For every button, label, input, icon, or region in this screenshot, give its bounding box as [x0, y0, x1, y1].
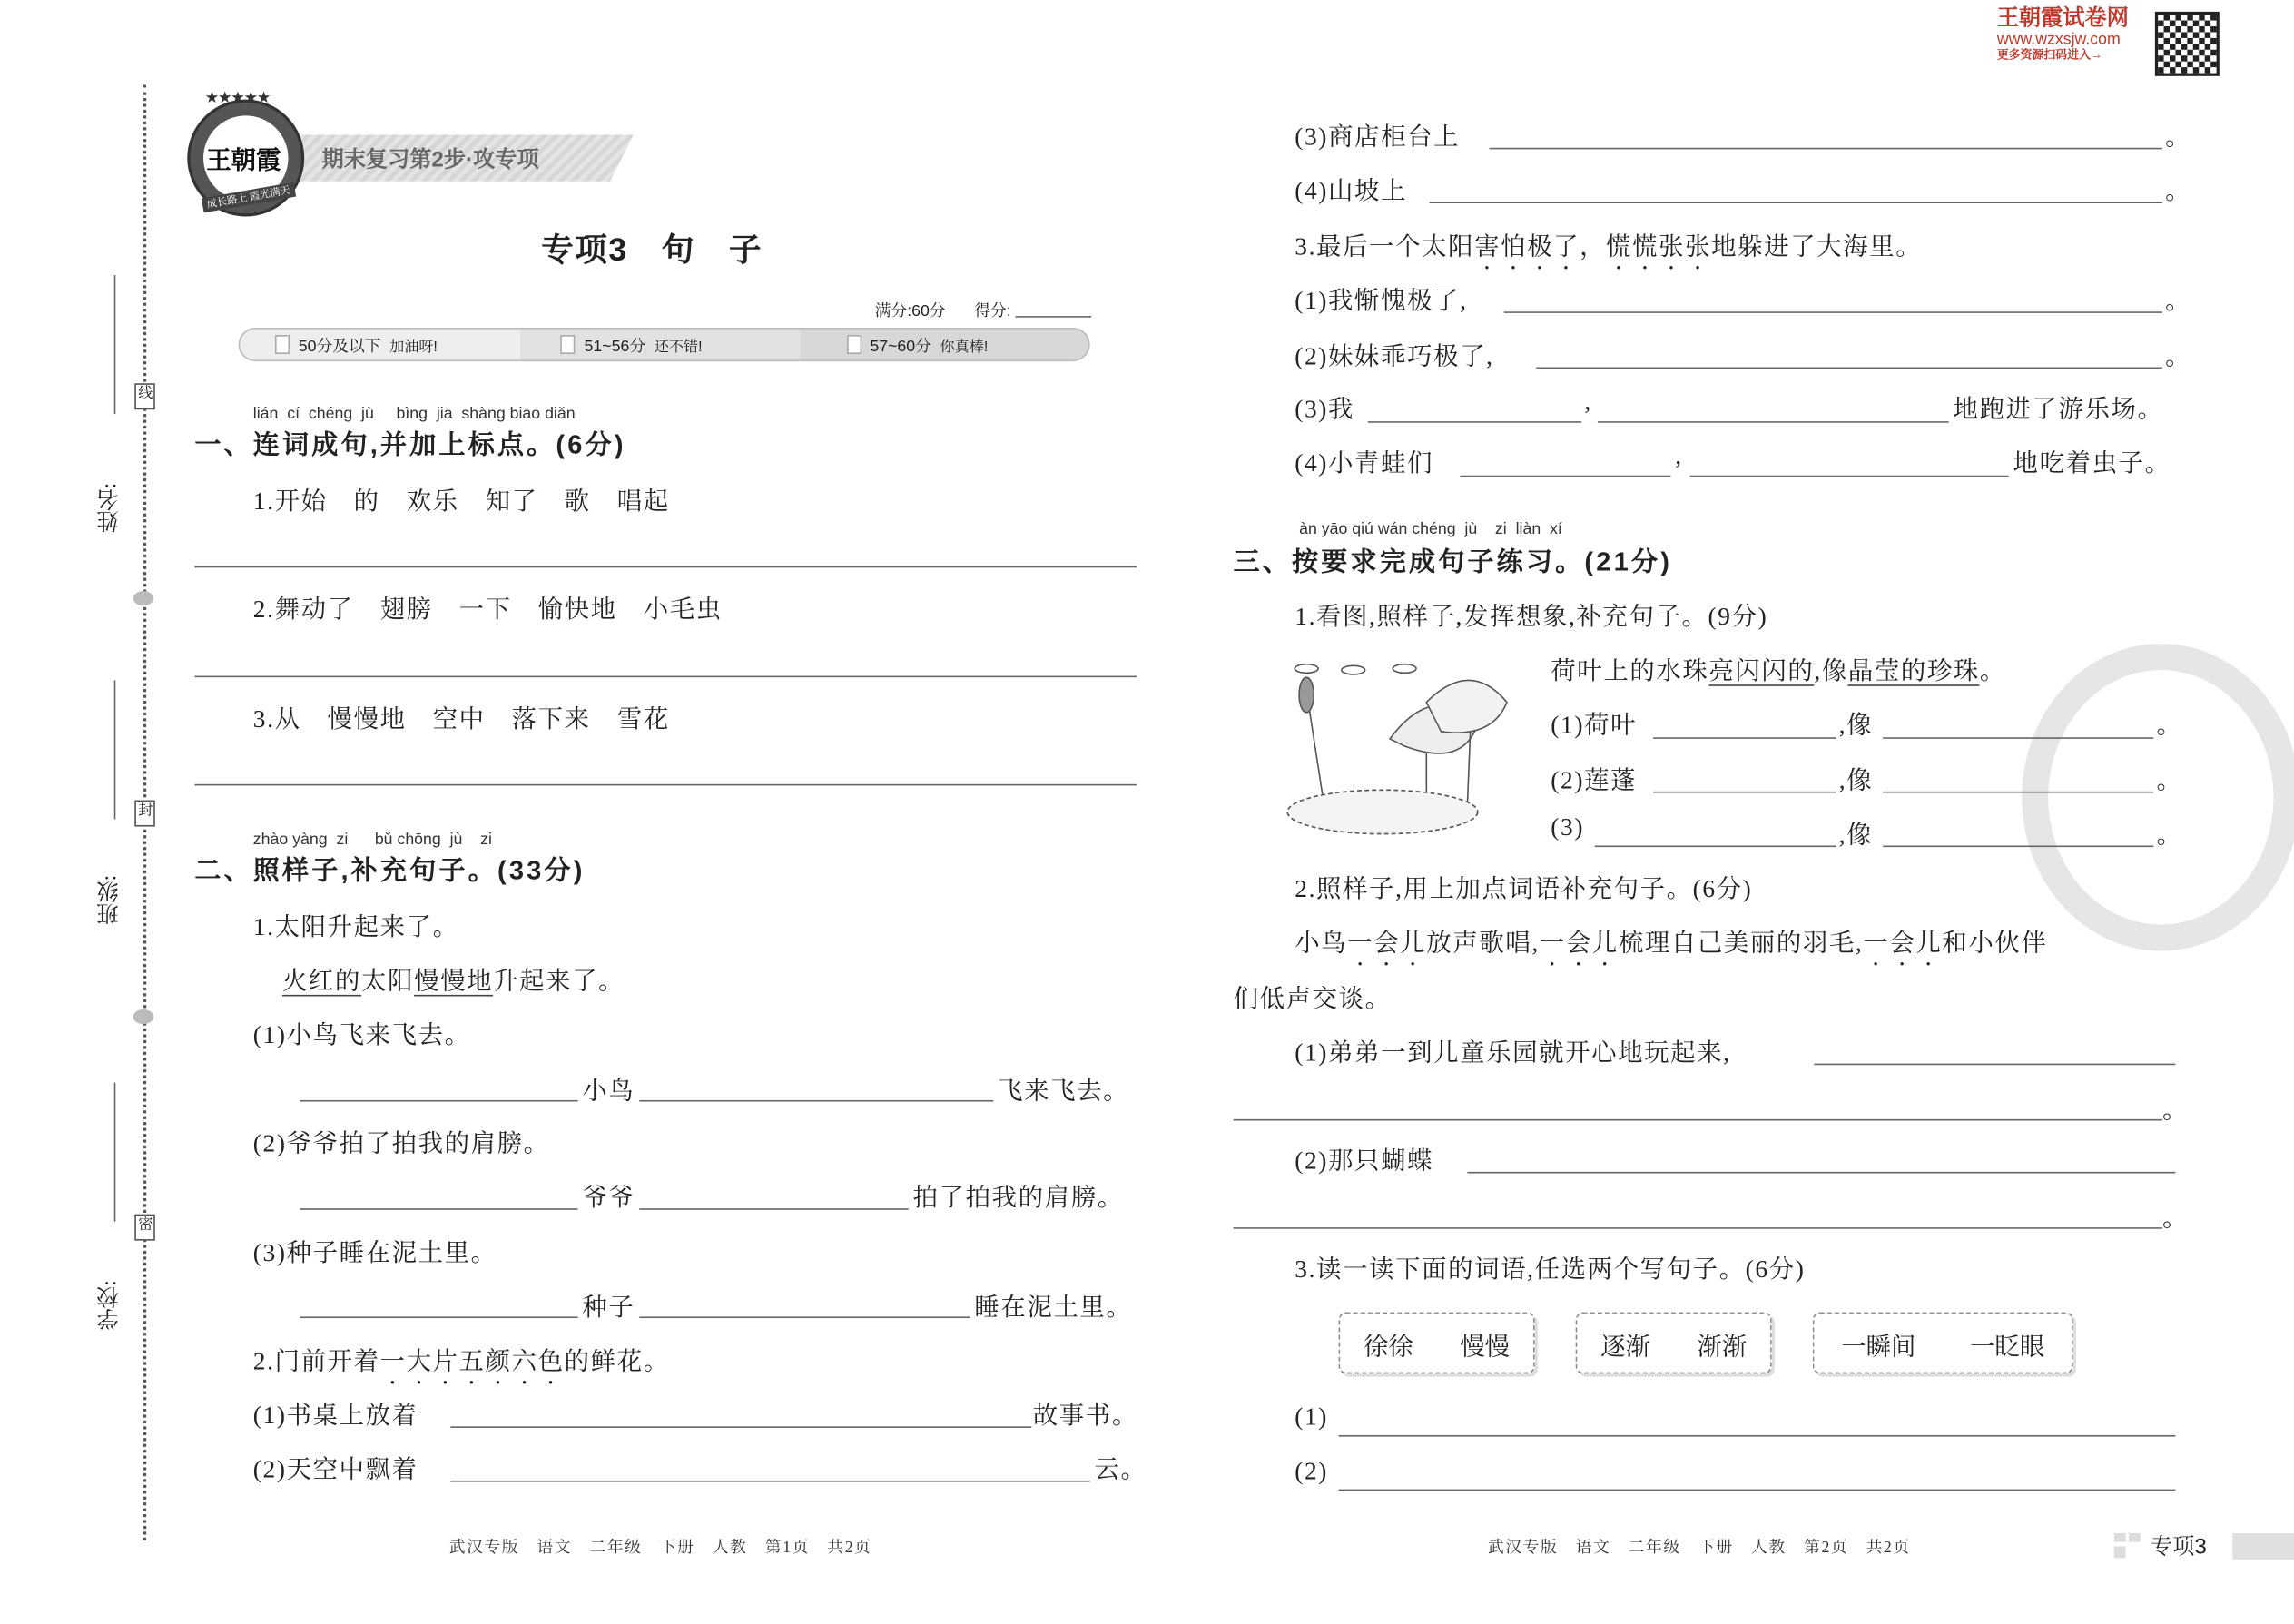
example-paragraph-cont: 们低声交谈。 [1233, 984, 1392, 1013]
score-range-1 [240, 330, 517, 360]
word: 爷爷 [582, 1183, 635, 1212]
dotted-phrase: 一大片五颜六色 [379, 1347, 565, 1375]
example-paragraph [1295, 921, 2047, 971]
question: 1.看图,照样子,发挥想象,补充句子。(9分) [1295, 602, 1768, 631]
text: 和小伙伴 [1942, 929, 2048, 957]
word: 一眨眼 [1970, 1332, 2045, 1360]
answer-blank[interactable] [1490, 148, 2162, 150]
text: 地躲进了大海里。 [1711, 232, 1923, 261]
answer-blank[interactable] [450, 1481, 1089, 1482]
word: 飞来飞去。 [998, 1077, 1130, 1105]
word: 。 [2165, 342, 2192, 370]
decor-icon [2114, 1546, 2126, 1558]
answer-line[interactable] [1339, 1490, 2176, 1491]
answer-line[interactable] [1339, 1435, 2176, 1437]
question: 3.从 慢慢地 空中 落下来 雪花 [252, 704, 670, 733]
decor-icon [2114, 1533, 2126, 1542]
site-hint: 更多资源扫码进入→ [1996, 48, 2102, 62]
footer-right: 武汉专版 语文 二年级 下册 人教 第2页 共2页 [1487, 1539, 1911, 1557]
answer-blank[interactable] [1653, 737, 1836, 739]
answer-blank[interactable] [300, 1316, 577, 1318]
text: 2.门前开着 [252, 1347, 380, 1375]
answer-blank[interactable] [1814, 1064, 2175, 1066]
range-label: 57~60分 [870, 337, 931, 355]
answer-blank[interactable] [1430, 202, 2162, 203]
watermark-seal [2022, 644, 2294, 950]
dotted-word: 一会儿 [1539, 929, 1619, 957]
question: 1.开始 的 欢乐 知了 歌 唱起 [252, 487, 670, 516]
question [1295, 225, 1922, 275]
comment-label: 你真棒! [940, 339, 989, 356]
answer-blank[interactable] [1883, 737, 2153, 739]
word: 小鸟 [582, 1077, 635, 1105]
text: 。 [2161, 1096, 2189, 1124]
full-score: 满分:60分 [874, 302, 946, 320]
text: 的鲜花。 [564, 1347, 670, 1375]
banner-text: 期末复习第2步·攻专项 [321, 147, 539, 173]
answer-label: (2) [1295, 1457, 1329, 1485]
text: ， [1580, 232, 1607, 261]
question: (3)种子睡在泥土里。 [252, 1239, 497, 1267]
stars-icon: ★★★★★ [204, 89, 271, 107]
question: (2)莲蓬 [1551, 766, 1638, 795]
seal-mark: 密 [134, 1215, 155, 1241]
question: (3)我 [1295, 395, 1355, 423]
decor-icon [133, 591, 154, 605]
text: 小鸟 [1295, 929, 1348, 957]
text: 荷叶上的水珠 [1551, 656, 1709, 685]
answer-line[interactable] [1234, 1227, 2162, 1229]
class-field[interactable] [114, 680, 116, 819]
comment-label: 还不错! [654, 339, 703, 356]
answer-blank[interactable] [300, 1100, 577, 1102]
answer-line[interactable] [194, 566, 1137, 568]
decor-icon [133, 1009, 154, 1024]
question: (1)我惭愧极了, [1295, 286, 1468, 315]
school-field[interactable] [114, 1083, 116, 1222]
qr-code-icon[interactable] [2155, 12, 2220, 76]
word: 故事书。 [1032, 1401, 1138, 1430]
pinyin: lián cí chéng jù bìng jiā shàng biāo diǎn [252, 405, 576, 423]
answer-blank[interactable] [1689, 476, 2008, 477]
section-heading: 二、照样子,补充句子。(33分) [194, 855, 586, 886]
text: ,像 [1838, 766, 1874, 795]
question: (3) [1551, 813, 1585, 842]
text: 。 [2156, 821, 2183, 849]
answer-blank[interactable] [1368, 421, 1581, 423]
answer-line[interactable] [194, 784, 1137, 786]
word: 一瞬间 [1841, 1332, 1916, 1360]
underlined-word: 亮闪闪的 [1708, 656, 1815, 685]
word: 升起来了。 [493, 967, 625, 995]
question: 2.舞动了 翅膀 一下 愉快地 小毛虫 [252, 595, 723, 624]
section-tab: 专项3 [2151, 1534, 2207, 1560]
text: 梳理自己美丽的羽毛, [1618, 929, 1864, 957]
question: (1)书桌上放着 [252, 1401, 418, 1430]
site-name: 王朝霞试卷网 [1996, 5, 2129, 31]
section-tab-bar [2232, 1533, 2294, 1560]
class-label: 班级: [97, 874, 122, 925]
answer-blank[interactable] [639, 1316, 970, 1318]
word: 渐渐 [1697, 1332, 1748, 1360]
text: ,像 [1838, 711, 1874, 739]
text: ,像 [1814, 656, 1848, 685]
question: (2)爷爷拍了拍我的肩膀。 [252, 1129, 550, 1157]
word: 徐徐 [1364, 1332, 1413, 1360]
section-heading: 一、连词成句,并加上标点。(6分) [194, 429, 626, 460]
seal-mark: 线 [134, 383, 155, 409]
answer-blank[interactable] [450, 1426, 1031, 1428]
word: 地吃着虫子。 [2013, 448, 2171, 477]
underlined-word: 慢慢地 [414, 967, 494, 995]
range-label: 50分及以下 [298, 337, 381, 355]
question: (2)那只蝴蝶 [1295, 1147, 1434, 1176]
word: 云。 [1094, 1455, 1147, 1484]
word: 种子 [582, 1293, 635, 1322]
site-url[interactable]: www.wzxsjw.com [1996, 30, 2121, 49]
question: 1.太阳升起来了。 [252, 912, 459, 941]
answer-blank[interactable] [1467, 1172, 2175, 1174]
word: 太阳 [361, 967, 415, 995]
logo-motto: 成长路上 霞光满天 [202, 182, 296, 213]
name-field[interactable] [114, 275, 116, 414]
page-title: 专项3 句 子 [541, 231, 763, 268]
word: 。 [2165, 177, 2192, 205]
pinyin: àn yāo qiú wán chéng jù zi liàn xí [1299, 520, 1562, 539]
text: 。 [1979, 656, 2006, 685]
text: 3.最后一个太阳 [1295, 232, 1475, 261]
word: 地跑进了游乐场。 [1953, 395, 2164, 423]
answer-label: (1) [1295, 1403, 1329, 1432]
answer-line[interactable] [1234, 1119, 2162, 1121]
comment-label: 加油呀! [389, 339, 438, 356]
word: 慢慢 [1460, 1332, 1511, 1360]
answer-blank[interactable] [1883, 846, 2153, 848]
text: ,像 [1838, 821, 1874, 849]
score-range-3 [802, 330, 1088, 360]
question: (1)荷叶 [1551, 711, 1638, 739]
question: 3.读一读下面的词语,任选两个写句子。(6分) [1295, 1255, 1806, 1284]
score-label: 得分: [974, 302, 1011, 320]
checkbox[interactable] [561, 335, 576, 354]
word: 。 [2165, 286, 2192, 315]
text: , [1584, 388, 1592, 416]
question: (1)小鸟飞来飞去。 [252, 1020, 471, 1049]
text: 放声歌唱, [1426, 929, 1540, 957]
school-label: 学校: [97, 1280, 122, 1331]
question: (2)天空中飘着 [252, 1455, 418, 1484]
example [1551, 650, 2006, 686]
checkbox[interactable] [847, 335, 861, 354]
answer-blank[interactable] [1653, 792, 1836, 793]
question [253, 1340, 670, 1390]
underlined-word: 晶莹的珍珠 [1847, 656, 1980, 685]
question: (3)商店柜台上 [1295, 123, 1461, 151]
dotted-phrase: 慌慌张张 [1606, 232, 1712, 261]
question: (1)弟弟一到儿童乐园就开心地玩起来, [1295, 1038, 1731, 1067]
question: (2)妹妹乖巧极了, [1295, 342, 1494, 370]
word-box [1576, 1313, 1772, 1374]
answer-blank[interactable] [300, 1208, 577, 1210]
seal-mark: 封 [134, 801, 155, 827]
name-label: 姓名: [97, 482, 122, 533]
answer-blank[interactable] [1598, 421, 1949, 423]
score-range-2 [517, 330, 802, 360]
underlined-word: 火红的 [282, 967, 362, 995]
answer-blank[interactable] [639, 1100, 993, 1102]
text: 。 [2156, 711, 2183, 739]
pinyin: zhào yàng zi bǔ chōng jù zi [252, 831, 492, 849]
decor-icon [2129, 1533, 2141, 1542]
logo-text: 王朝霞 [206, 146, 281, 174]
dotted-phrase: 害怕极了 [1474, 232, 1580, 261]
answer-blank[interactable] [639, 1208, 909, 1210]
dotted-word: 一会儿 [1347, 929, 1427, 957]
lotus-illustration [1280, 651, 1536, 842]
section-heading: 三、按要求完成句子练习。(21分) [1233, 546, 1673, 576]
example [282, 960, 625, 996]
score-bar [239, 328, 1090, 361]
answer-blank[interactable] [1595, 846, 1836, 848]
question: (4)山坡上 [1295, 177, 1408, 205]
text: 。 [2156, 766, 2183, 795]
word: 拍了拍我的肩膀。 [912, 1183, 1124, 1212]
word: 逐渐 [1600, 1332, 1650, 1360]
answer-blank[interactable] [1883, 792, 2153, 793]
word: 睡在泥土里。 [974, 1293, 1133, 1322]
word: 。 [2165, 123, 2192, 151]
question: 2.照样子,用上加点词语补充句子。(6分) [1295, 874, 1753, 903]
word-box [1813, 1313, 2073, 1374]
range-label: 51~56分 [584, 337, 646, 355]
answer-blank[interactable] [1504, 311, 2162, 313]
checkbox[interactable] [275, 335, 290, 354]
score-field[interactable] [1015, 316, 1091, 318]
word-box [1339, 1313, 1535, 1374]
text: , [1675, 441, 1683, 470]
question: (4)小青蛙们 [1295, 448, 1434, 477]
brand-block [1997, 7, 2129, 63]
answer-blank[interactable] [1536, 368, 2162, 369]
answer-line[interactable] [194, 676, 1137, 678]
dotted-word: 一会儿 [1863, 929, 1943, 957]
text: 。 [2161, 1204, 2189, 1232]
footer-left: 武汉专版 语文 二年级 下册 人教 第1页 共2页 [448, 1539, 872, 1557]
answer-blank[interactable] [1460, 476, 1670, 477]
